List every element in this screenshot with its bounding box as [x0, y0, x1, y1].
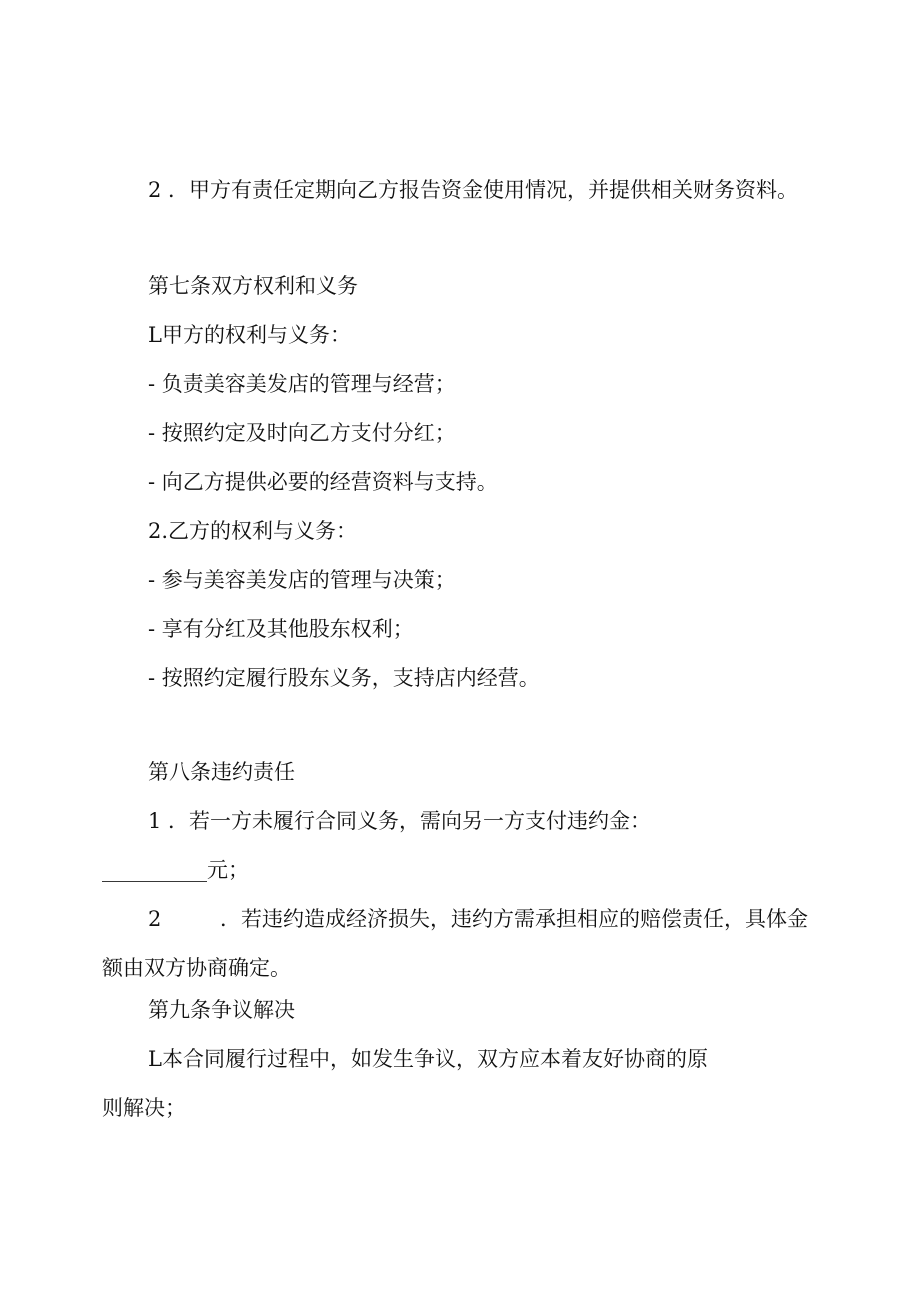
party-a-heading: L甲方的权利与义务： [148, 323, 351, 347]
article-8-item-2-text: ．若违约造成经济损失，违约方需承担相应的赔偿责任，具体金 [220, 907, 808, 931]
article-9-item-1: L本合同履行过程中，如发生争议，双方应本着友好协商的原 [148, 1047, 708, 1071]
party-b-duty-1: - 参与美容美发店的管理与决策； [148, 568, 456, 592]
party-b-duty-2: - 享有分红及其他股东权利； [148, 617, 414, 641]
article-8-heading: 第八条违约责任 [148, 760, 295, 784]
party-a-duty-1: - 负责美容美发店的管理与经营； [148, 372, 456, 396]
article-8-item-1: 1 ．若一方未履行合同义务，需向另一方支付违约金： [148, 809, 652, 833]
article-7-heading: 第七条双方权利和义务 [148, 274, 358, 298]
clause-6-item-2: 2 ．甲方有责任定期向乙方报告资金使用情况，并提供相关财务资料。 [148, 178, 799, 202]
article-8-item-2 [148, 909, 808, 930]
article-8-item-2-number: 2 [148, 907, 162, 931]
article-8-item-2-continued: 额由双方协商确定。 [102, 956, 291, 980]
article-9-item-1-continued: 则解决； [102, 1096, 186, 1120]
article-9-heading: 第九条争议解决 [148, 998, 295, 1022]
party-a-duty-2: - 按照约定及时向乙方支付分红； [148, 421, 456, 445]
party-b-heading: 2.乙方的权利与义务： [148, 519, 358, 543]
party-a-duty-3: - 向乙方提供必要的经营资料与支持。 [148, 470, 498, 494]
party-b-duty-3: - 按照约定履行股东义务，支持店内经营。 [148, 666, 540, 690]
penalty-amount-blank: __________元； [102, 858, 249, 882]
